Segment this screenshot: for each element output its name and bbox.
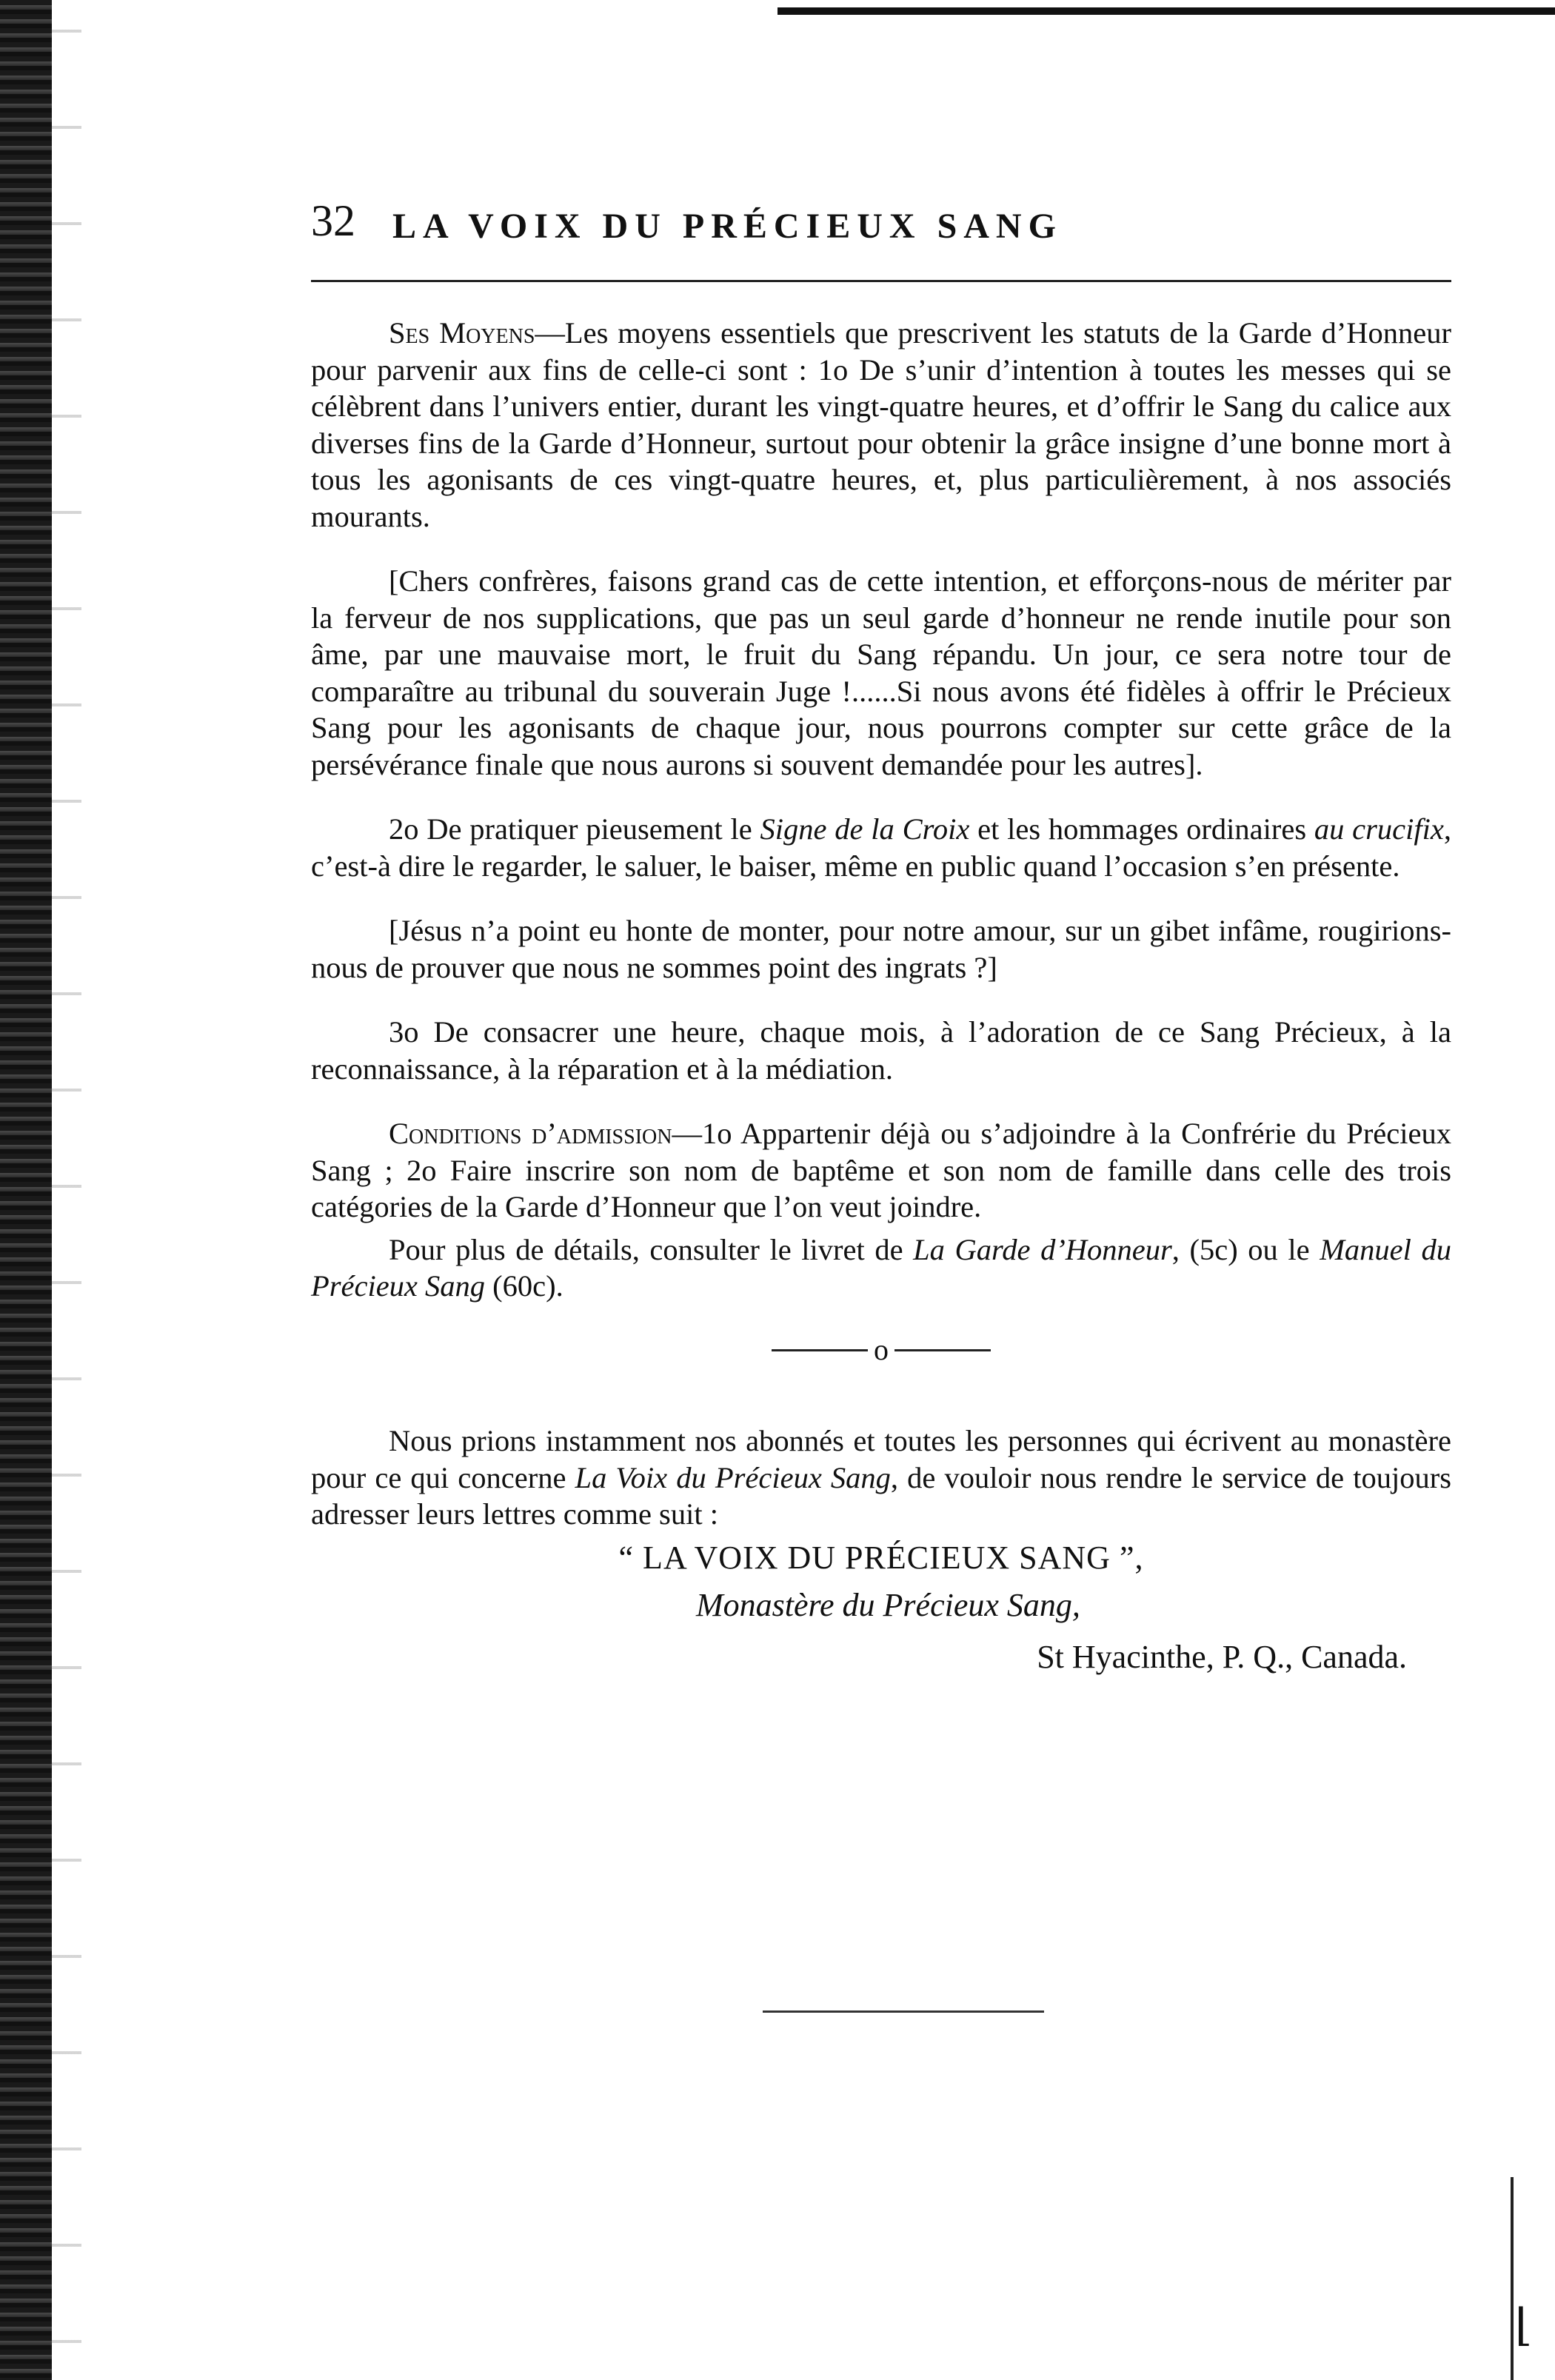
- address-line-2: Monastère du Précieux Sang,: [696, 1586, 1080, 1623]
- divider-line-right: [894, 1349, 991, 1351]
- paragraph-moyens: [311, 315, 1451, 535]
- heure-text: 3o De consacrer une heure, chaque mois, à l’adoration de ce Sang Précieux, à la reconnaissance, à la réparation et à la médiation.: [311, 1015, 1451, 1086]
- p8-part-a: Nous prions instamment nos abonnés et toutes les personnes qui écrivent au monastère pour ce qui concerne: [311, 1424, 1451, 1494]
- running-title: LA VOIX DU PRÉCIEUX SANG: [392, 207, 1063, 246]
- p7-part-a: Pour plus de détails, consulter le livret de: [389, 1232, 914, 1266]
- body-text: [311, 315, 1451, 1677]
- address-line-1: “ LA VOIX DU PRÉCIEUX SANG ”,: [618, 1539, 1144, 1576]
- moyens-label: Ses Moyens: [389, 316, 535, 350]
- p3-part-c: , c’est-à dire le regarder, le saluer, le baiser, même en public quand l’occasion s’en présente.: [311, 812, 1451, 883]
- address-line-3: St Hyacinthe, P. Q., Canada.: [1037, 1638, 1407, 1675]
- p7-italic-manuel: Manuel du Précieux Sang: [311, 1232, 1451, 1303]
- p7-part-b: , (5c) ou le: [1171, 1232, 1320, 1266]
- confreres-text: [Chers confrères, faisons grand cas de cette intention, et efforçons-nous de mériter par la ferveur de nos supplications, que pas un seul garde d’honneur ne rende inutile pour son âme, par une mauvaise mort, le fruit du Sang répandu. Un jour, ce sera notre tour de comparaître au tribunal du souverain Juge !......Si nous avons été fidèles à offrir le Précieux Sang pour les agonisants de chaque jour, nous pourrons compter sur cette grâce de la persévérance finale que nous aurons si souvent demandée pour les autres].: [311, 564, 1451, 781]
- paragraph-conditions: [311, 1115, 1451, 1226]
- section-divider: [311, 1333, 1451, 1366]
- paragraph-heure: [311, 1014, 1451, 1087]
- bottom-rule: [763, 2010, 1044, 2013]
- paragraph-confreres: [311, 563, 1451, 783]
- binding-strip: [0, 0, 52, 2380]
- p3-italic-crucifix: au crucifix: [1314, 812, 1444, 846]
- moyens-text: —Les moyens essentiels que prescrivent les statuts de la Garde d’Honneur pour parvenir aux fins de celle-ci sont : 1o De s’unir d’intention à toutes les messes qui se célèbrent dans l’univers entier, durant les vingt-quatre heures, et d’offrir le Sang du calice aux diverses fins de la Garde d’Honneur, surtout pour obtenir la grâce insigne d’une bonne mort à tous les agonisants de ces vingt-quatre heures, et, plus particulièrement, à nos associés mourants.: [311, 316, 1451, 533]
- paragraph-notice: [311, 1423, 1451, 1533]
- conditions-text: —1o Appartenir déjà ou s’adjoindre à la Confrérie du Précieux Sang ; 2o Faire inscrire son nom de baptême et son nom de famille dans celle des trois catégories de la Garde d’Honneur que l’on veut joindre.: [311, 1117, 1451, 1223]
- paragraph-signe-croix: [311, 811, 1451, 884]
- binding-shadow: [52, 0, 81, 2380]
- page-header: [311, 191, 1466, 273]
- p8-part-b: , de vouloir nous rendre le service de toujours adresser leurs lettres comme suit :: [311, 1460, 1451, 1531]
- paragraph-jesus: [311, 912, 1451, 986]
- jesus-text: [Jésus n’a point eu honte de monter, pour notre amour, sur un gibet infâme, rougirions-nous de prouver que nous ne sommes point des ingrats ?]: [311, 914, 1451, 984]
- paragraph-details: [311, 1231, 1451, 1305]
- page-number: 32: [311, 196, 355, 245]
- p7-italic-garde: La Garde d’Honneur: [913, 1232, 1172, 1266]
- p7-part-c: (60c).: [485, 1269, 564, 1303]
- corner-mark: ⌊: [1515, 2301, 1533, 2350]
- divider-line-left: [772, 1349, 868, 1351]
- mailing-address: [311, 1539, 1451, 1677]
- p3-part-b: et les hommages ordinaires: [969, 812, 1314, 846]
- header-rule: [311, 280, 1451, 282]
- top-edge-rule: [778, 7, 1555, 15]
- divider-mark: o: [874, 1333, 889, 1367]
- conditions-label: Conditions d’admission: [389, 1117, 672, 1150]
- p3-part-a: 2o De pratiquer pieusement le: [389, 812, 760, 846]
- p8-italic-voix: La Voix du Précieux Sang: [575, 1460, 891, 1494]
- p3-italic-signe: Signe de la Croix: [760, 812, 970, 846]
